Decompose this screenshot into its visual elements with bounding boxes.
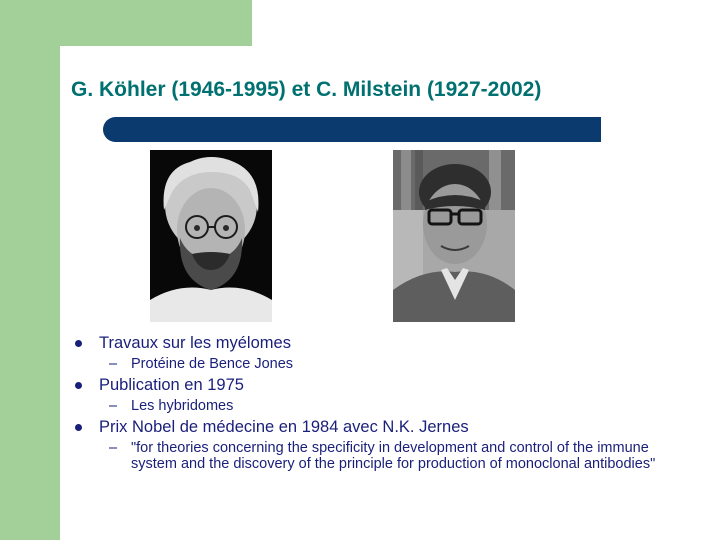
bullet-dot-icon: [75, 382, 82, 389]
bullet-dot-icon: [75, 340, 82, 347]
sub-bullet-text: Protéine de Bence Jones: [131, 356, 294, 372]
milstein-photo: [393, 150, 515, 322]
bullet-item: [72, 333, 682, 353]
bullet-item: [72, 375, 682, 395]
bullet-item: [72, 417, 682, 437]
bullet-list: [72, 330, 682, 472]
bullet-text: Prix Nobel de médecine en 1984 avec N.K. Jernes: [99, 418, 469, 436]
sub-bullet-text: Les hybridomes: [131, 398, 234, 414]
sub-bullet-item: [72, 398, 682, 414]
sub-bullet-item: [72, 356, 682, 372]
bullet-dot-icon: [75, 424, 82, 431]
dash-icon: –: [109, 440, 118, 456]
left-accent-band: [0, 0, 60, 540]
dash-icon: –: [109, 356, 118, 372]
sub-bullet-text: "for theories concerning the specificity in development and control of the immune system and the discovery of the principle for production of monoclonal antibodies": [131, 440, 656, 472]
title-underline-bar: [103, 117, 601, 142]
sub-bullet-item: [72, 440, 682, 472]
bullet-text: Travaux sur les myélomes: [99, 334, 291, 352]
top-accent-band: [0, 0, 252, 46]
slide-title: G. Köhler (1946-1995) et C. Milstein (1927-2002): [71, 78, 542, 101]
bullet-text: Publication en 1975: [99, 376, 244, 394]
kohler-photo: [150, 150, 272, 322]
dash-icon: –: [109, 398, 118, 414]
